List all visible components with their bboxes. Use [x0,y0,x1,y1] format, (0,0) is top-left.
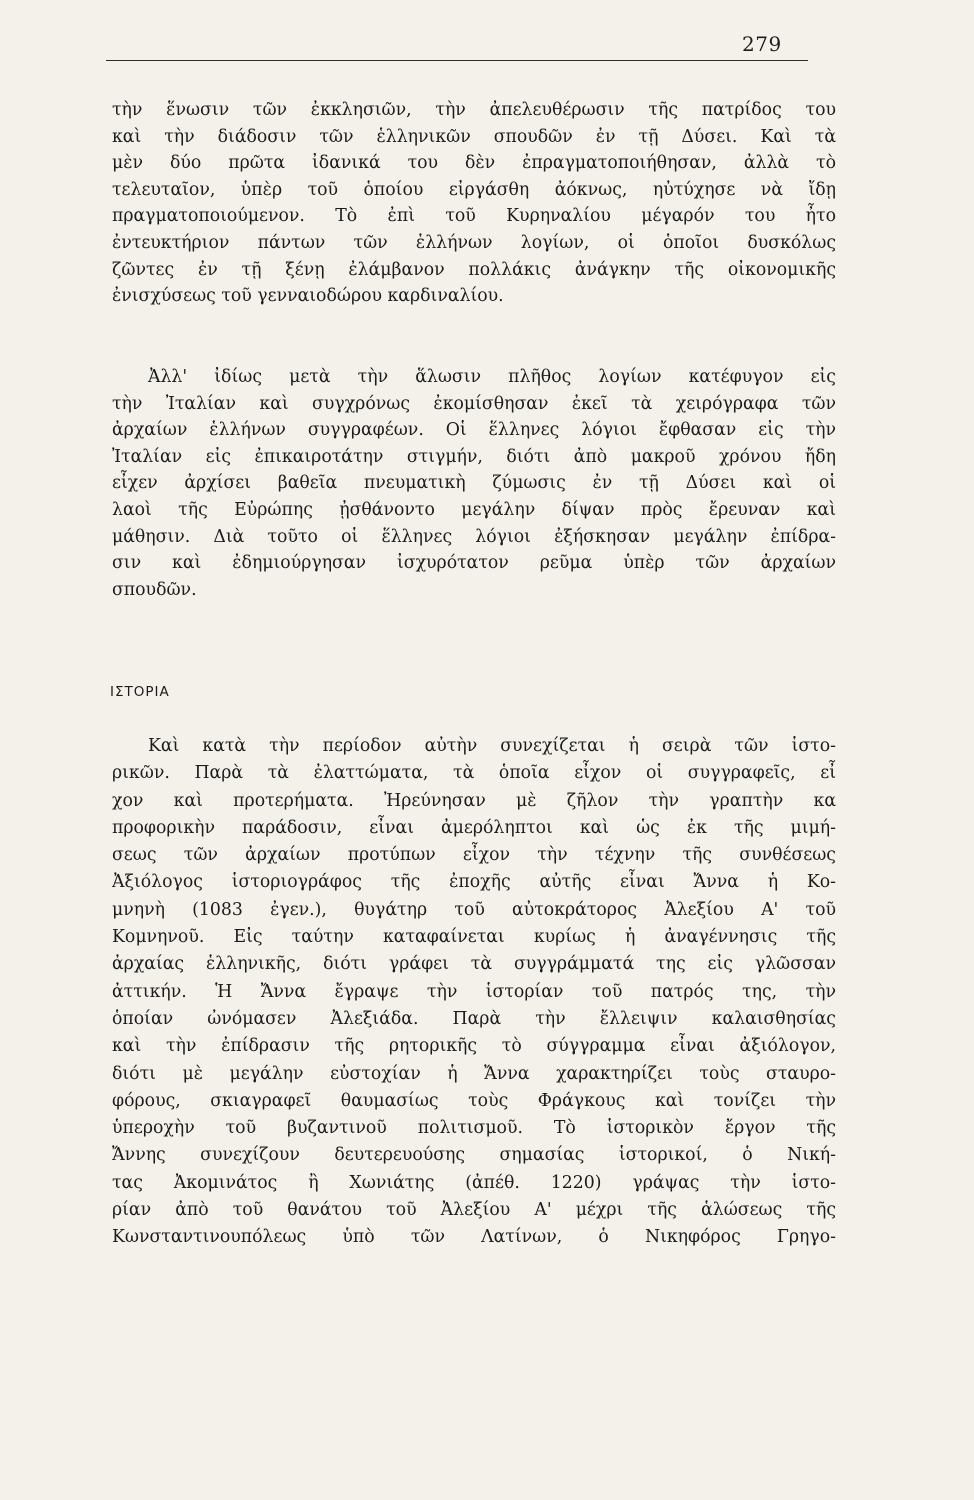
text-line: ἐνισχύσεως τοῦ γενναιοδώρου καρδιναλίου. [112,286,504,307]
text-line: χον καὶ προτερήματα. Ἠρεύνησαν μὲ ζῆλον τὴν γραπτὴν κα [112,790,836,811]
header-rule [106,60,808,61]
text-line: ὁποίαν ὠνόμασεν Ἀλεξιάδα. Παρὰ τὴν ἔλλειψιν καλαισθησίας [112,1008,836,1029]
text-line: ἀττικήν. Ἡ Ἄννα ἔγραψε τὴν ἱστορίαν τοῦ πατρός της, τὴν [112,981,836,1002]
text-line: ρίαν ἀπὸ τοῦ θανάτου τοῦ Ἀλεξίου Α' μέχρι τῆς ἁλώσεως τῆς [112,1200,836,1221]
text-line: προφορικὴν παράδοσιν, εἶναι ἀμερόληπτοι καὶ ὡς ἐκ τῆς μιμή- [112,817,836,838]
text-line: λαοὶ τῆς Εὐρώπης ᾐσθάνοντο μεγάλην δίψαν πρὸς ἔρευναν καὶ [112,499,836,520]
text-line: ζῶντες ἐν τῇ ξένῃ ἐλάμβανον πολλάκις ἀνάγκην τῆς οἰκονομικῆς [112,259,836,280]
text-line: καὶ τὴν διάδοσιν τῶν ἑλληνικῶν σπουδῶν ἐν τῇ Δύσει. Καὶ τὰ [112,126,836,147]
text-line: Κωνσταντινουπόλεως ὑπὸ τῶν Λατίνων, ὁ Νικηφόρος Γρηγο- [112,1227,836,1248]
text-line: σεως τῶν ἀρχαίων προτύπων εἶχον τὴν τέχνην τῆς συνθέσεως [112,845,836,866]
text-line: μάθησιν. Διὰ τοῦτο οἱ ἕλληνες λόγιοι ἐξήσκησαν μεγάλην ἐπίδρα- [112,526,836,547]
text-line: τὴν Ἰταλίαν καὶ συγχρόνως ἐκομίσθησαν ἐκεῖ τὰ χειρόγραφα τῶν [112,393,836,414]
text-line: εἶχεν ἀρχίσει βαθεῖα πνευματικὴ ζύμωσις ἐν τῇ Δύσει καὶ οἱ [112,473,836,494]
text-line: καὶ τὴν ἐπίδρασιν τῆς ρητορικῆς τὸ σύγγραμμα εἶναι ἀξιόλογον, [112,1036,836,1057]
text-line: ἀρχαίας ἑλληνικῆς, διότι γράφει τὰ συγγράμματά της εἰς γλῶσσαν [112,954,836,975]
text-line: ρικῶν. Παρὰ τὰ ἐλαττώματα, τὰ ὁποῖα εἶχον οἱ συγγραφεῖς, εἶ [112,763,836,784]
text-line: Καὶ κατὰ τὴν περίοδον αὐτὴν συνεχίζεται ἡ σειρὰ τῶν ἱστο- [148,736,836,756]
text-line: ἐντευκτήριον πάντων τῶν ἑλλήνων λογίων, οἱ ὁποῖοι δυσκόλως [112,232,836,253]
text-line: σπουδῶν. [112,579,197,600]
text-line: μνηνὴ (1083 ἐγεν.), θυγάτηρ τοῦ αὐτοκράτορος Ἀλεξίου Α' τοῦ [112,899,836,920]
text-line: Ἀξιόλογος ἱστοριογράφος τῆς ἐποχῆς αὐτῆς εἶναι Ἄννα ἡ Κο- [112,872,836,893]
page-number: 279 [742,32,782,56]
text-line: σιν καὶ ἐδημιούργησαν ἰσχυρότατον ρεῦμα ὑπὲρ τῶν ἀρχαίων [112,553,836,574]
text-line: πραγματοποιούμενον. Τὸ ἐπὶ τοῦ Κυρηναλίου μέγαρόν του ἦτο [112,206,836,227]
text-line: ὑπεροχὴν τοῦ βυζαντινοῦ πολιτισμοῦ. Τὸ ἱστορικὸν ἔργον τῆς [112,1118,836,1139]
text-line: φόρους, σκιαγραφεῖ θαυμασίως τοὺς Φράγκους καὶ τονίζει τὴν [112,1090,836,1111]
section-heading: ΙΣΤΟΡΙΑ [110,684,170,700]
paragraph-historiography [112,733,836,1252]
text-line: μὲν δύο πρῶτα ἰδανικά του δὲν ἐπραγματοποιήθησαν, ἀλλὰ τὸ [112,153,836,174]
text-line: Ἄννης συνεχίζουν δευτερευούσης σημασίας ἱστορικοί, ὁ Νική- [112,1145,836,1166]
text-line: τας Ἀκομινάτος ἢ Χωνιάτης (ἀπέθ. 1220) γράψας τὴν ἱστο- [112,1172,836,1193]
text-line: τελευταῖον, ὑπὲρ τοῦ ὁποίου εἰργάσθη ἀόκνως, ηὐτύχησε νὰ ἴδῃ [112,179,836,200]
text-line: διότι μὲ μεγάλην εὐστοχίαν ἡ Ἄννα χαρακτηρίζει τοὺς σταυρο- [112,1063,836,1084]
text-line: Ἰταλίαν εἰς ἐπικαιροτάτην στιγμήν, διότι ἀπὸ μακροῦ χρόνου ἤδη [112,446,836,467]
text-line: Κομνηνοῦ. Εἰς ταύτην καταφαίνεται κυρίως ἡ ἀναγέννησις τῆς [112,927,836,948]
text-line: Ἀλλ' ἰδίως μετὰ τὴν ἅλωσιν πλῆθος λογίων κατέφυγον εἰς [148,367,836,387]
paragraph-cardinal-patronage [112,97,836,310]
paragraph-scholars-in-italy [112,364,836,603]
text-line: τὴν ἕνωσιν τῶν ἐκκλησιῶν, τὴν ἀπελευθέρωσιν τῆς πατρίδος του [112,100,836,120]
text-line: ἀρχαίων ἑλλήνων συγγραφέων. Οἱ ἕλληνες λόγιοι ἔφθασαν εἰς τὴν [112,420,836,441]
